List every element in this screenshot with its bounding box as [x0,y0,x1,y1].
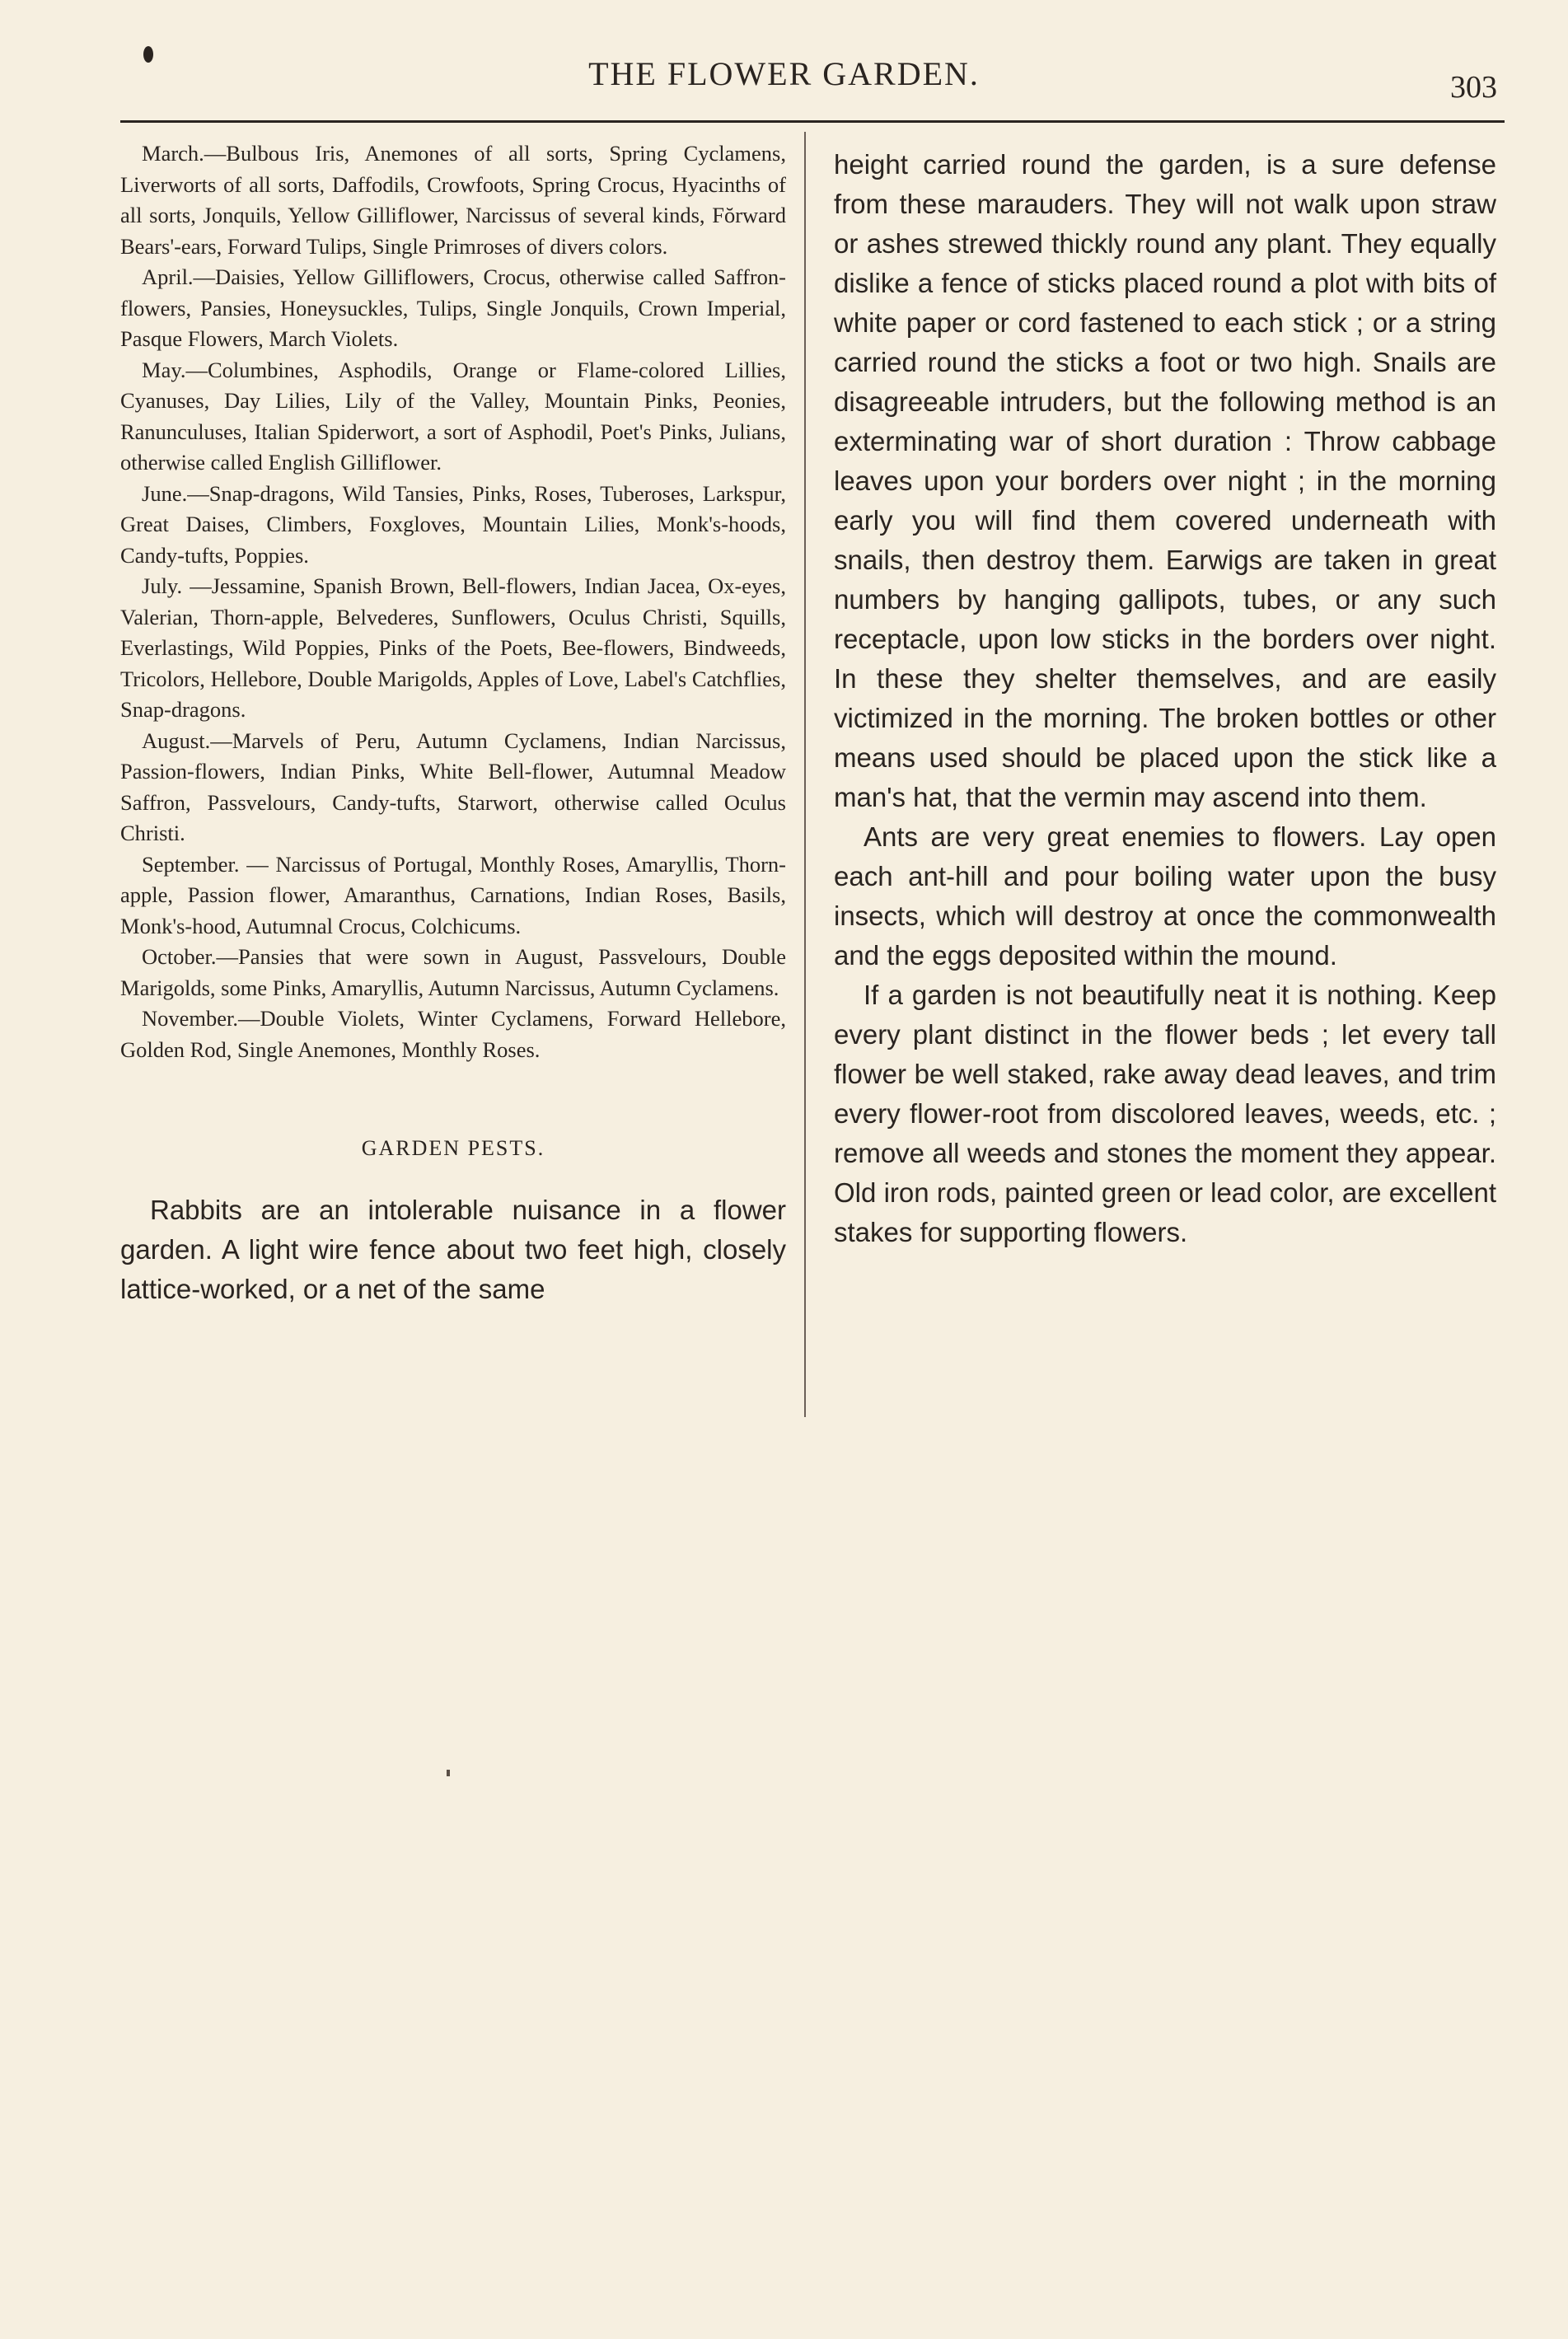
paragraph-neat-garden: If a garden is not beautifully neat it is nothing. Keep every plant distinct in the flower beds ; let every tall flower be well staked, rake away dead leaves, and trim every flower-root from discolored leaves, weeds, etc. ; remove all weeds and stones the moment they appear. Old iron rods, painted green or lead color, are excellent stakes for supporting flowers. [834,980,1496,1247]
page-number: 303 [1450,70,1497,105]
month-entry-may: May.—Columbines, Asphodils, Orange or Flame-colored Lillies, Cyanuses, Day Lilies, Lily of the Valley, Mountain Pinks, Peonies, Ranunculuses, Italian Spiderwort, a sort of Asphodil, Poet's Pinks, Julians, otherwise called English Gilliflower. [120,357,786,475]
left-column [120,138,786,1309]
month-entry-march: March.—Bulbous Iris, Anemones of all sorts, Spring Cyclamens, Liverworts of all sorts, Daffodils, Crowfoots, Spring Crocus, Hyacinths of all sorts, Jonquils, Yellow Gilliflower, Narcissus of several kinds, Fŏrward Bears'-ears, Forward Tulips, Single Primroses of divers colors. [120,141,786,259]
header-rule [120,120,1505,123]
section-heading-garden-pests: GARDEN PESTS. [361,1136,545,1160]
paragraph-ants: Ants are very great enemies to flowers. Lay open each ant-hill and pour boiling water upon the busy insects, which will destroy at once the commonwealth and the eggs deposited within the mound. [834,821,1496,971]
month-entry-november: November.—Double Violets, Winter Cyclamens, Forward Hellebore, Golden Rod, Single Anemones, Monthly Roses. [120,1006,786,1062]
pests-paragraph: Rabbits are an intolerable nuisance in a flower garden. A light wire fence about two feet high, closely lattice-worked, or a net of the same [120,1195,786,1304]
month-entry-september: September. — Narcissus of Portugal, Monthly Roses, Amaryllis, Thorn-apple, Passion flower, Amaranthus, Carnations, Indian Roses, Basils, Monk's-hood, Autumnal Crocus, Colchicums. [120,851,786,938]
right-column [834,145,1496,1252]
paragraph-marauders: height carried round the garden, is a sure defense from these marauders. They will not walk upon straw or ashes strewed thickly round any plant. They equally dislike a fence of sticks placed round a plot with bits of white paper or cord fastened to each stick ; or a string carried round the sticks a foot or two high. Snails are disagreeable intruders, but the following method is an exterminating war of short duration : Throw cabbage leaves upon your borders over night ; in the morning early you will find them covered underneath with snails, then destroy them. Earwigs are taken in great numbers by hanging gallipots, tubes, or any such receptacle, upon low sticks in the borders over night. In these they shelter themselves, and are easily victimized in the morning. The broken bottles or other means used should be placed upon the stick like a man's hat, that the vermin may ascend into them. [834,149,1496,812]
month-entry-august: August.—Marvels of Peru, Autumn Cyclamens, Indian Narcissus, Passion-flowers, Indian Pinks, White Bell-flower, Autumnal Meadow Saffron, Passvelours, Candy-tufts, Starwort, otherwise called Oculus Christi. [120,727,786,845]
month-entry-june: June.—Snap-dragons, Wild Tansies, Pinks, Roses, Tuberoses, Larkspur, Great Daises, Climbers, Foxgloves, Mountain Lilies, Monk's-hoods, Candy-tufts, Poppies. [120,480,786,568]
month-entry-april: April.—Daisies, Yellow Gilliflowers, Crocus, otherwise called Saffron-flowers, Pansies, Honeysuckles, Tulips, Single Jonquils, Crown Imperial, Pasque Flowers, March Violets. [120,264,786,351]
paper-speck [447,1770,450,1776]
column-divider [804,132,806,1417]
running-header: THE FLOWER GARDEN. [588,55,980,92]
month-entry-october: October.—Pansies that were sown in August, Passvelours, Double Marigolds, some Pinks, Amaryllis, Autumn Narcissus, Autumn Cyclamens. [120,944,786,1000]
month-entry-july: July. —Jessamine, Spanish Brown, Bell-flowers, Indian Jacea, Ox-eyes, Valerian, Thorn-apple, Belvederes, Sunflowers, Oculus Christi, Squills, Everlastings, Wild Poppies, Pinks of the Poets, Bee-flowers, Bindweeds, Tricolors, Hellebore, Double Marigolds, Apples of Love, Label's Catchflies, Snap-dragons. [120,573,786,722]
